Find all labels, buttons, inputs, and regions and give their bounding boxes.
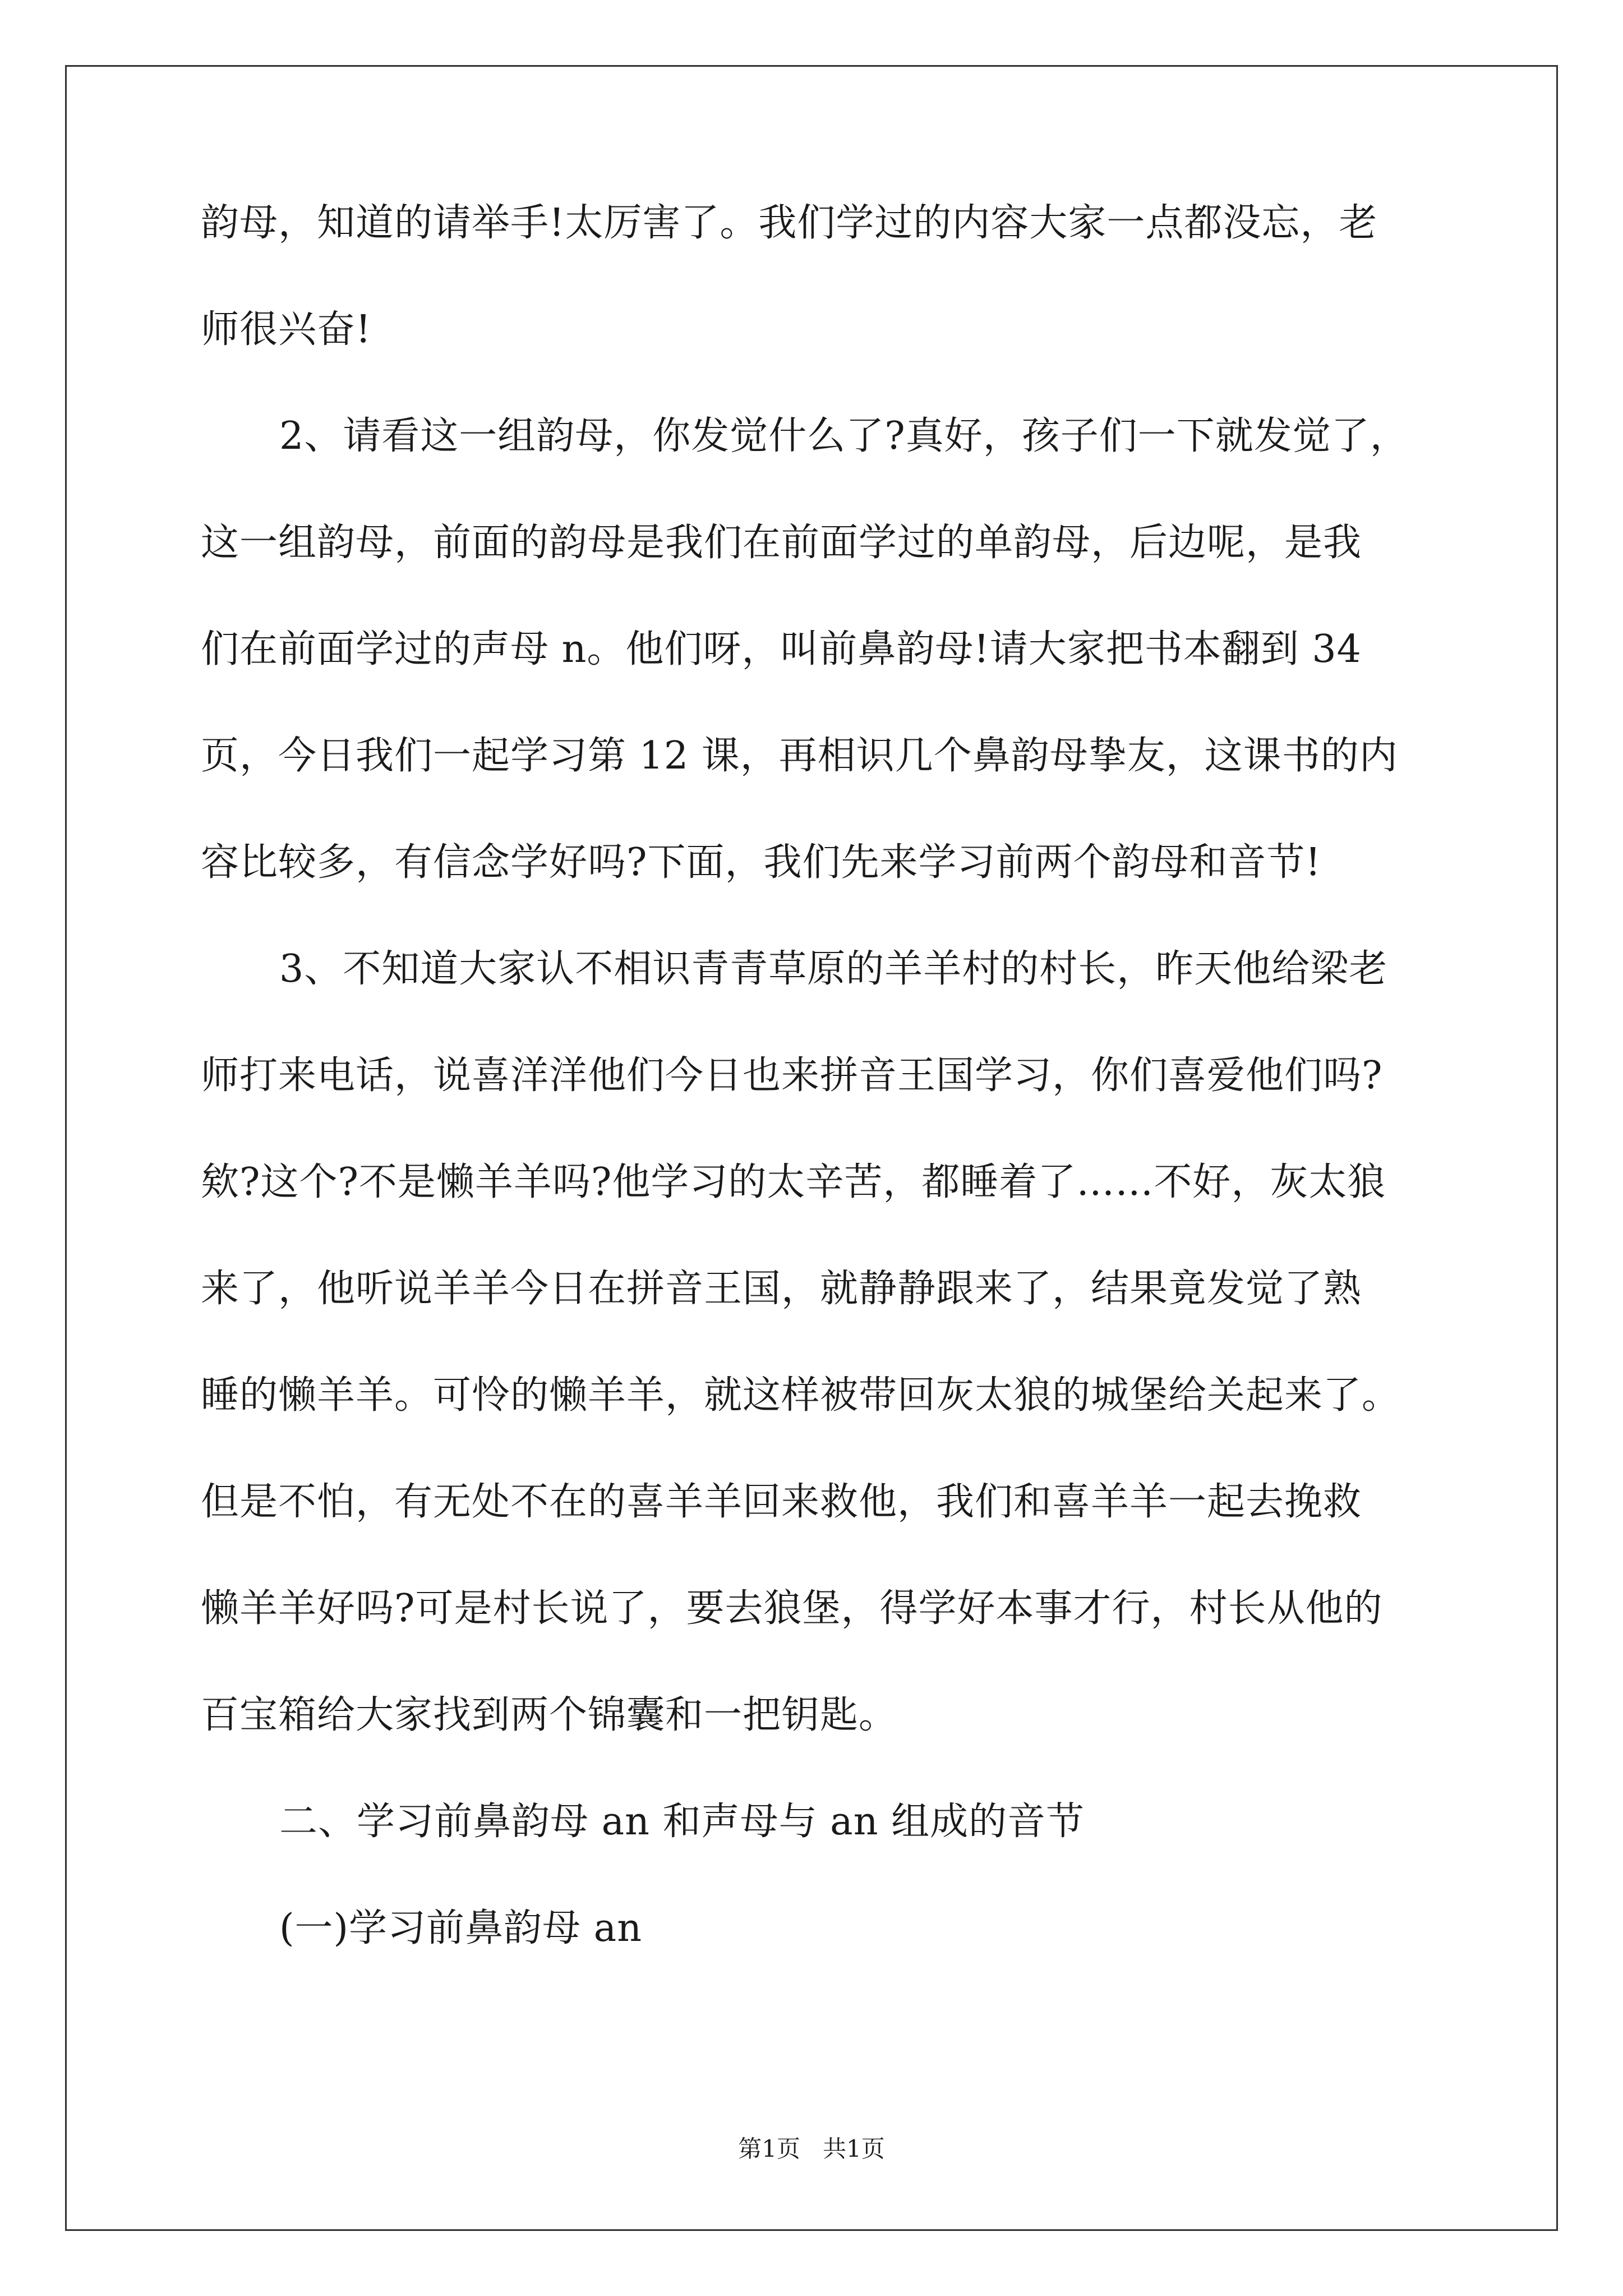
text-line: 师打来电话，说喜洋洋他们今日也来拼音王国学习，你们喜爱他们吗? (201, 1053, 1383, 1098)
subsection-heading: (一)学习前鼻韵母 an (279, 1906, 643, 1950)
page-footer: 第1页 共1页 (738, 2135, 885, 2162)
text-line: 们在前面学过的声母 n。他们呀，叫前鼻韵母!请大家把书本翻到 34 (201, 627, 1362, 671)
section-heading: 二、学习前鼻韵母 an 和声母与 an 组成的音节 (279, 1800, 1085, 1844)
text-line: 页，今日我们一起学习第 12 课，再相识几个鼻韵母挚友，这课书的内 (201, 734, 1398, 778)
text-line: 2、请看这一组韵母，你发觉什么了?真好，孩子们一下就发觉了， (279, 414, 1409, 458)
text-line: 懒羊羊好吗?可是村长说了，要去狼堡，得学好本事才行，村长从他的 (201, 1586, 1383, 1631)
text-line: 百宝箱给大家找到两个锦囊和一把钥匙。 (201, 1693, 898, 1737)
text-line: 睡的懒羊羊。可怜的懒羊羊，就这样被带回灰太狼的城堡给关起来了。 (201, 1373, 1401, 1418)
text-line: 3、不知道大家认不相识青青草原的羊羊村的村长，昨天他给梁老 (279, 947, 1388, 991)
text-line: 欸?这个?不是懒羊羊吗?他学习的太辛苦，都睡着了……不好，灰太狼 (201, 1160, 1386, 1204)
text-line: 来了，他听说羊羊今日在拼音王国，就静静跟来了，结果竟发觉了熟 (201, 1267, 1362, 1311)
text-line: 但是不怕，有无处不在的喜羊羊回来救他，我们和喜羊羊一起去挽救 (201, 1480, 1362, 1524)
text-line: 这一组韵母，前面的韵母是我们在前面学过的单韵母，后边呢，是我 (201, 521, 1362, 565)
text-line: 容比较多，有信念学好吗?下面，我们先来学习前两个韵母和音节! (201, 840, 1321, 885)
text-line: 韵母，知道的请举手!太厉害了。我们学过的内容大家一点都没忘，老 (201, 201, 1378, 245)
text-line: 师很兴奋! (201, 307, 372, 352)
